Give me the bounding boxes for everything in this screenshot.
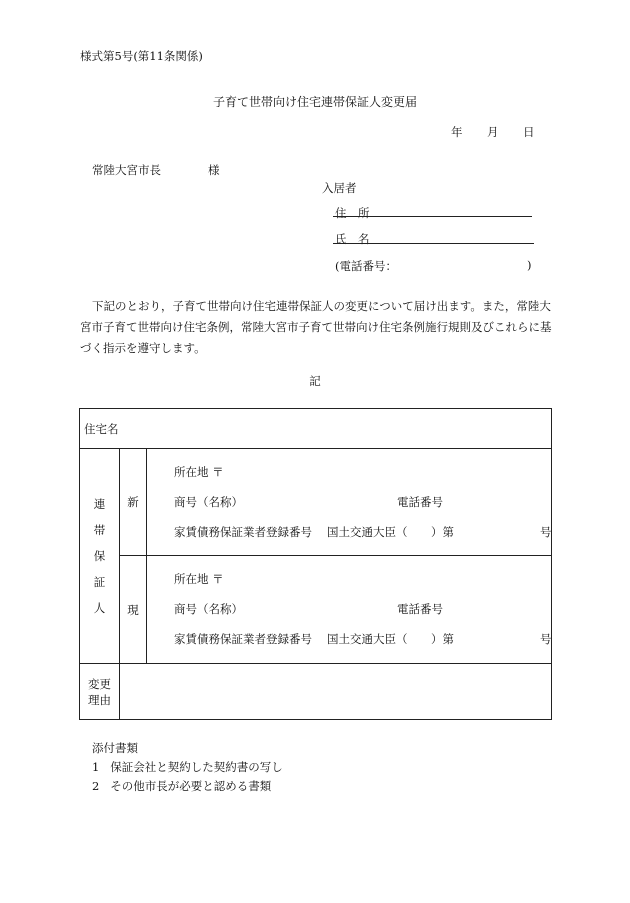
current-trade-name-label: 商号（名称） [174, 602, 243, 616]
new-location-label: 所在地 [174, 465, 209, 479]
guarantor-char: 連 [93, 497, 106, 511]
new-registration-suffix: 号 [540, 525, 552, 539]
resident-address-line [333, 216, 532, 217]
guarantor-table [79, 408, 552, 720]
guarantor-char: 保 [93, 549, 106, 563]
current-phone-label: 電話番号 [397, 602, 443, 616]
attachment-text: その他市長が必要と認める書類 [110, 779, 272, 793]
current-registration-close: ）第 [431, 632, 454, 646]
body-text: 下記のとおり，子育て世帯向け住宅連帯保証人の変更について届け出ます。また，常陸大宮市子育て世帯向け住宅条例，常陸大宮市子育て世帯向け住宅条例施行規則及びこれらに基づく指示を遵守します。 [80, 299, 552, 355]
resident-address-label: 住 所 [335, 206, 370, 220]
reason-label-line: 変更 [88, 676, 111, 691]
new-label: 新 [127, 495, 139, 509]
attachment-item [92, 759, 283, 775]
attachments-heading: 添付書類 [92, 741, 138, 755]
reason-input-cell[interactable] [120, 664, 552, 720]
resident-phone-close: ) [527, 258, 532, 272]
new-label-cell [120, 449, 147, 556]
new-phone-label: 電話番号 [397, 495, 443, 509]
attachment-text: 保証会社と契約した契約書の写し [110, 760, 283, 774]
current-location-label: 所在地 [174, 572, 209, 586]
date-year: 年 [451, 125, 463, 139]
resident-label: 入居者 [322, 181, 357, 195]
resident-name-label: 氏 名 [335, 232, 370, 246]
new-guarantor-details [147, 449, 552, 556]
reason-label-line: 理由 [88, 692, 111, 707]
new-registration-label: 家賃債務保証業者登録番号 [174, 525, 312, 539]
ki-heading: 記 [309, 374, 321, 388]
resident-phone-label: (電話番号： [335, 259, 397, 273]
date-month: 月 [487, 125, 499, 139]
current-registration-minister: 国土交通大臣（ [327, 632, 408, 646]
housing-name-cell [80, 409, 552, 449]
current-label: 現 [127, 602, 139, 617]
addressee-name: 常陸大宮市長 [92, 163, 161, 177]
reason-label-cell [80, 664, 120, 720]
date-day: 日 [523, 125, 535, 139]
current-guarantor-details [147, 556, 552, 664]
guarantor-char: 人 [93, 601, 106, 615]
guarantor-label [80, 491, 119, 621]
new-registration-minister: 国土交通大臣（ [327, 525, 408, 539]
guarantor-label-cell [80, 449, 120, 664]
new-trade-name-label: 商号（名称） [174, 495, 243, 509]
housing-name-label: 住宅名 [84, 421, 119, 436]
current-postal-mark: 〒 [212, 572, 224, 586]
form-number: 様式第5号(第11条関係) [80, 49, 203, 63]
resident-name-line [333, 243, 534, 244]
new-registration-close: ）第 [431, 525, 454, 539]
attachment-number: 1 [92, 760, 100, 774]
current-registration-label: 家賃債務保証業者登録番号 [174, 632, 312, 646]
addressee-honorific: 様 [208, 163, 220, 177]
document-title: 子育て世帯向け住宅連帯保証人変更届 [212, 95, 417, 109]
current-label-cell [120, 556, 147, 664]
current-registration-suffix: 号 [540, 632, 552, 646]
attachment-number: 2 [92, 779, 100, 793]
guarantor-char: 帯 [93, 523, 106, 537]
new-postal-mark: 〒 [212, 465, 224, 479]
body-paragraph [80, 296, 555, 359]
guarantor-char: 証 [93, 575, 106, 589]
attachment-item [92, 778, 271, 794]
